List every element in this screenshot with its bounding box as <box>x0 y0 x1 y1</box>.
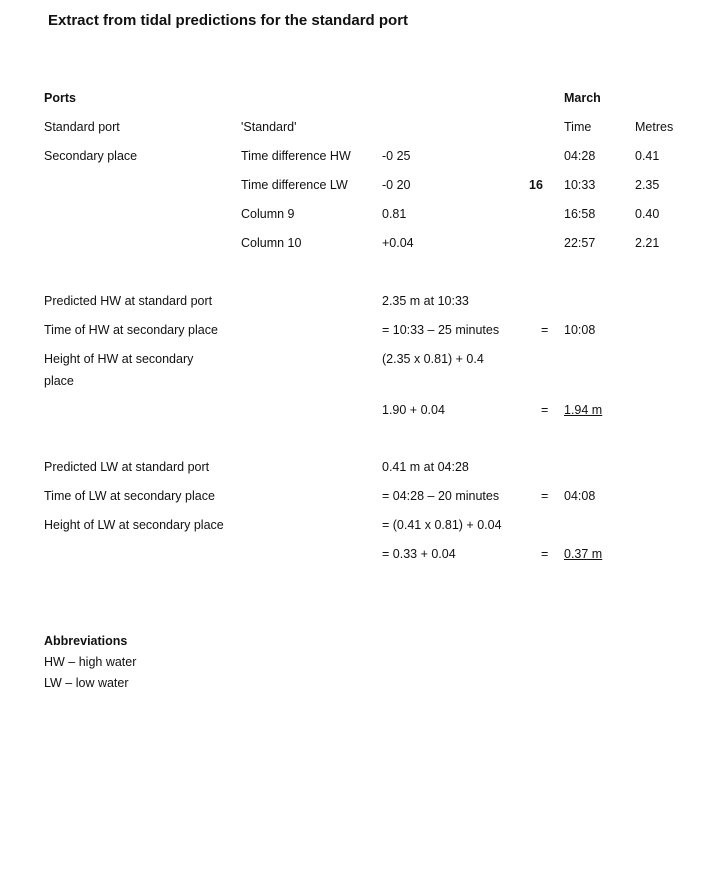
lw-predicted-label: Predicted LW at standard port <box>44 460 210 474</box>
lw-height-result: 0.37 m <box>564 547 603 561</box>
equals-sign: = <box>541 547 549 561</box>
equals-sign: = <box>541 323 549 337</box>
hw-predicted-label: Predicted HW at standard port <box>44 294 213 308</box>
row-metres: 0.41 <box>635 149 660 163</box>
march-header: March <box>564 91 601 105</box>
row-time: 22:57 <box>564 236 596 250</box>
ports-header: Ports <box>44 91 76 105</box>
metres-header: Metres <box>635 120 674 134</box>
lw-time-label: Time of LW at secondary place <box>44 489 215 503</box>
lw-height-calc2: = 0.33 + 0.04 <box>382 547 456 561</box>
equals-sign: = <box>541 403 549 417</box>
abbreviation-item: HW – high water <box>44 655 137 669</box>
row-label: Time difference LW <box>241 178 348 192</box>
standard-port-value: 'Standard' <box>241 120 297 134</box>
hw-predicted-value: 2.35 m at 10:33 <box>382 294 469 308</box>
hw-height-result: 1.94 m <box>564 403 603 417</box>
page-title: Extract from tidal predictions for the standard port <box>48 12 409 29</box>
lw-time-calc: = 04:28 – 20 minutes <box>382 489 500 503</box>
hw-height-label: Height of HW at secondary place <box>44 352 194 388</box>
hw-height-calc2: 1.90 + 0.04 <box>382 403 445 417</box>
row-time: 16:58 <box>564 207 596 221</box>
row-label: Column 10 <box>241 236 302 250</box>
hw-time-label: Time of HW at secondary place <box>44 323 218 337</box>
row-metres: 2.35 <box>635 178 660 192</box>
lw-time-result: 04:08 <box>564 489 596 503</box>
row-time: 10:33 <box>564 178 596 192</box>
row-metres: 0.40 <box>635 207 660 221</box>
secondary-place-label: Secondary place <box>44 149 138 163</box>
abbreviation-item: LW – low water <box>44 676 129 690</box>
time-header: Time <box>564 120 592 134</box>
row-metres: 2.21 <box>635 236 660 250</box>
row-label: Column 9 <box>241 207 295 221</box>
hw-height-calc: (2.35 x 0.81) + 0.4 <box>382 352 484 366</box>
hw-time-result: 10:08 <box>564 323 596 337</box>
row-value: 0.81 <box>382 207 407 221</box>
row-value: -0 20 <box>382 178 411 192</box>
day-number: 16 <box>529 178 543 192</box>
row-label: Time difference HW <box>241 149 351 163</box>
equals-sign: = <box>541 489 549 503</box>
standard-port-label: Standard port <box>44 120 120 134</box>
lw-height-calc: = (0.41 x 0.81) + 0.04 <box>382 518 502 532</box>
lw-predicted-value: 0.41 m at 04:28 <box>382 460 469 474</box>
row-time: 04:28 <box>564 149 596 163</box>
row-value: +0.04 <box>382 236 414 250</box>
lw-height-label: Height of LW at secondary place <box>44 518 224 532</box>
abbreviations-heading: Abbreviations <box>44 634 128 648</box>
hw-time-calc: = 10:33 – 25 minutes <box>382 323 500 337</box>
row-value: -0 25 <box>382 149 411 163</box>
